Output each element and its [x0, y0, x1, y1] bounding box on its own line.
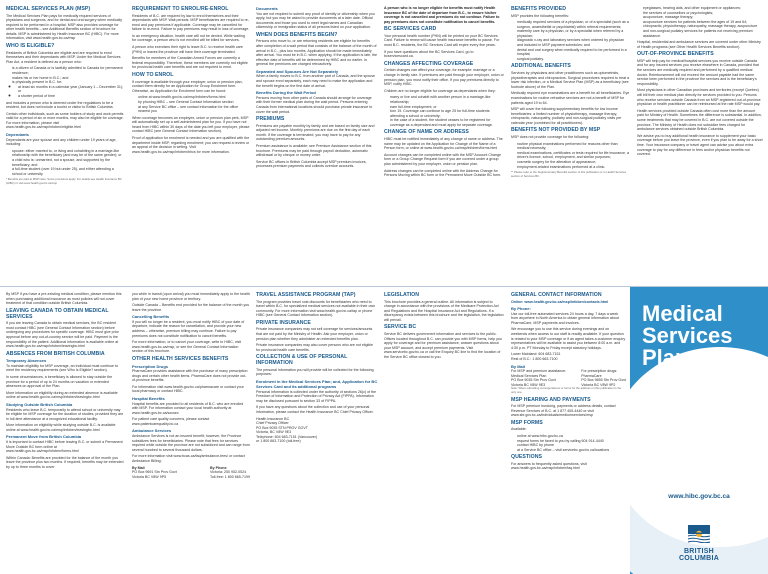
paragraph: Your personal health number (PHN) will be printed on your BC Services Card. Failure to renew will cause health insurance benefits to pause. For most B.C. residents, the BC Services Card will expire every five years.: [384, 33, 500, 48]
ambulance-phone: [210, 466, 250, 480]
top-col-4: [384, 6, 504, 284]
ambulance-mail: [132, 466, 177, 480]
notice-callout: A person who is no longer eligible for benefits must notify Health Insurance BC of the date of departure from B.C., to ensure his/her coverage is not cancelled and premiums do not continue. Failure to pay premiums does not constitute notification to cancel benefits.: [384, 6, 500, 24]
heading-hospital-benefits: Hospital Benefits: [132, 396, 165, 401]
list-item: • routine physical examinations performed for reasons other than medical necessity;: [517, 142, 631, 151]
ambulance-contact: [132, 466, 250, 480]
heading-requirement-to-enrol: REQUIREMENT TO ENROL/RE-ENROL: [132, 6, 229, 12]
list-item: • in the case of a student, the student ceases to be registered for coverage as a dependant and must apply for separate coverage.: [390, 118, 504, 127]
contact-line: Toll-free: 1 800 665-7199: [210, 474, 250, 479]
top-col-2: [132, 6, 250, 284]
list-item: • is physically present in B.C. for:: [12, 80, 124, 85]
list-item: • a full-time student (over 19 but under 25), and either attending a school or university: [12, 167, 124, 176]
heading-service-bc: SERVICE BC: [384, 324, 417, 331]
phone-lower-mainland: Lower Mainland: 604 683-7151: [511, 352, 561, 357]
list-item: • at a Service BC office – visit servicebc.gov.bc.ca/locations: [517, 448, 626, 453]
eligibility-list: [6, 66, 124, 98]
paragraph: Within Canada: Benefits are provided for the balance of the month you leave the province plus two months. If required, benefits may be extended by up to three months to cover: [6, 455, 124, 469]
cover-url[interactable]: www.hibc.gov.bc.ca: [668, 493, 730, 500]
contact-line: Victoria: 250 952-0524: [210, 470, 247, 475]
paragraph: Premium assistance is available; see Premium Assistance section of this brochure. Premiums may be paid through payroll deduction, automatic withdrawal or by cheque or money order.: [256, 143, 372, 158]
paragraph: In some circumstances, a beneficiary is allowed to stay outside the province for a period of up to 24 months on vacation or extended absences on approval of the Plan.: [6, 375, 113, 389]
cover-title: [642, 303, 733, 369]
address-line: For MSP and premium assistance:: [511, 369, 567, 374]
heading-benefits-not-provided: BENEFITS NOT PROVIDED BY MSP: [511, 127, 601, 134]
heading-leaving-canada: LEAVING CANADA TO OBTAIN MEDICAL SERVICES: [6, 307, 109, 320]
paragraph: Available:: [511, 427, 527, 432]
forms-list: [511, 434, 626, 452]
paragraph: MSP does not provide coverage for the following:: [511, 134, 590, 139]
list-item: • online at www.health.gov.bc.ca/msp/infoben/forms.html: [138, 95, 250, 100]
footnote: * Benefits are paid at MSP rates. Some provisions apply. For details see Health Insurance BC (HIBC) or visit www.health.gov.bc.ca/msp: [6, 177, 122, 185]
paragraph: By MSP if you have a pre-existing medical condition, please mention this when purchasing additional insurance as most policies will not cover treatment of that condition outside British Columbia.: [6, 292, 122, 306]
how-to-enrol-list: [132, 95, 250, 113]
paragraph: For answers to frequently asked questions, visit www.health.gov.bc.ca/msp/infoben/faq.html: [511, 461, 587, 471]
paragraph: Persons who move to, or are returning residents are eligible for benefits after completion of a wait period that consists of the balance of the month of arrival in B.C., plus two months. Application should be made immediately after arrival. You must be in B.C. when applying. If the application is late, the effective date of benefits will be determined by HIBC and no earlier. In general the premiums are charged retroactively.: [256, 39, 378, 67]
heading-enrolment-purposes: Enrolment in the Medical Services Plan; and, Application for BC Services Card and its additional programs: [256, 379, 378, 390]
heading-legislation: LEGISLATION: [384, 292, 420, 298]
paragraph: The personal information you will provide will be collected for the following purposes:: [256, 367, 374, 377]
heading-permanent-move: Permanent Move from British Columbia: [6, 434, 82, 440]
heading-benefits-provided: BENEFITS PROVIDED: [511, 6, 567, 12]
paragraph: To maintain eligibility for MSP coverage, an individual must continue to meet the residency requirements (see Who Is Eligible? section).: [6, 363, 118, 373]
heading-questions: QUESTIONS: [511, 454, 543, 461]
cover-title-line: Medical: [642, 301, 723, 326]
paragraph: Premiums are payable monthly by family and are based on family size and adjusted net income. Monthly premiums are due on the first day of each month. If the coverage is terminated, you may have to pay for any outstanding premium amounts.: [256, 123, 375, 142]
paragraph: Certain changes can affect your coverage, for example: marriage or a change in family size. If premiums are paid through your employer, union or pension plan, you must notify their office. If you pay premiums directly to MSP, notify HIBC.: [384, 68, 504, 87]
heading-out-of-province-benefits: OUT-OF-PROVINCE BENEFITS: [637, 51, 714, 58]
address-line: Victoria BC V8W 9E3: [511, 382, 546, 387]
heading-by-mail: By Mail: [511, 363, 526, 369]
list-item: • turn 19. Coverage can continue to age 25 for full-time students attending a school or university;: [390, 109, 504, 118]
heading-travel-assistance: TRAVEL ASSISTANCE PROGRAM (TAP): [256, 292, 356, 298]
paragraph: Services by physicians and other practitioners such as optometrists, physiotherapists and chiropractors. Surgical procedures required to treat a lower risk infection, or a Medical Service Plan (MSP) as a beneficiary (see footnote above) of the Plan.: [511, 70, 630, 89]
eligibility-sublist: [12, 85, 124, 99]
list-item: • by phoning HIBC – see General Contact Information section: [138, 100, 250, 105]
paragraph: Private insurance companies may also cover persons who are not eligible for provincial health care benefits.: [256, 343, 374, 352]
list-item: • at any Service BC office – see contact information for the office nearest you: [138, 105, 250, 114]
paragraph: HIBC must be notified immediately of any change of name or address. The name may be updated on the Application for Change of the Name of a Person form, or online at www.health.gov.bc.ca/msp/infoben/forms.html: [384, 136, 503, 151]
list-item: • is a citizen of Canada or is lawfully admitted to Canada for permanent residence;: [12, 66, 124, 75]
contacts-link[interactable]: Online: www.health.gov.bc.ca/msp/infoben/contacts.html: [511, 299, 609, 304]
bc-logo: [630, 525, 768, 562]
heading-documents: Documents: [256, 6, 278, 11]
list-item: ◦ a shorter period of time: [18, 94, 124, 99]
footnote: ** Please refer to the Supplementary Benefits section of this publication or to Health Services section of Services BC.: [511, 170, 627, 178]
heading-cancelling-benefits: Cancelling Benefits: [132, 314, 170, 320]
list-item: • request forms be faxed to you by calling 604 914-4440: [517, 439, 626, 444]
list-item: • makes his or her home in B.C.; and: [12, 76, 124, 81]
paragraph: Residents of B.C. are required by law to enrol themselves and their dependants with MSP. Wait periods: MSP beneficiaries are required to re-enrol and pay premiums if applicable. Coverage may be cancelled for failure to re-enrol. Failure to pay premiums may result in loss of coverage.: [132, 13, 250, 32]
cover-title-line: Plan: [642, 345, 689, 370]
paragraph: Account changes can be completed online with the MSP Account Change form or a Group Change Request form if you are covered under a group plan administered by your employer, union or pension plan.: [384, 152, 502, 166]
top-col-6: [637, 6, 763, 284]
heading-general-contact: GENERAL CONTACT INFORMATION: [511, 292, 602, 298]
heading-private-insurance: PRIVATE INSURANCE: [256, 319, 311, 326]
paragraph: When coverage becomes an employee, union or pension plan perk, MSP will automatically set up a self-administered plan for you. If you have not heard from HIBC within 30 days of the date you left your employer, please contact HIBC (see General Contact Information section).: [132, 115, 250, 134]
paragraph: A person who exercises their right to leave B.C. to receive health care (PHN) or leaves the province will have their coverage terminated.: [132, 45, 243, 54]
privacy-officer-address: [256, 417, 378, 445]
list-item: • maternity care by a physician, or by a specialist when referred by a physician;: [517, 29, 631, 38]
heading-temporary-absences: Temporary Absences: [6, 358, 47, 364]
paragraph: If coverage is available through your employer, union or pension plan, contact them directly for an Application for Group Enrolment form. Otherwise, an Application for Enrolment form can be found:: [132, 79, 243, 93]
bc-logo-text: BRITISH: [683, 548, 715, 555]
paragraph: Use our toll-free automated services 24 hours a day, 7 days a week from anywhere in North America to obtain general information about PharmaCare, MSP payments and invoices.: [511, 311, 619, 325]
paragraph: For more information, or to cancel your coverage, write to HIBC, visit www.health.gov.bc.ca/msp, or see the General Contact Information section of this brochure.: [132, 340, 242, 354]
top-col-5: [511, 6, 631, 284]
heading-ambulance-services: Ambulance Services: [132, 428, 172, 434]
address-line: or 1 800 663-7100 (toll-free): [256, 439, 301, 444]
paragraph: For information visit www.health.gov.bc.ca/pharmacare or contact your local pharmacy or contact HIBC.: [132, 384, 244, 394]
paragraph: If you are leaving Canada to obtain medical services, the BC resident must contact HIBC (see General Contact Information section) before undergoing any procedures for specific coverage. HIBC must give prior approval before any out-of-country service will be paid. Payment is the responsibility of the patient. Additional information is available online at www.health.gov.bc.ca/msp/infoben/leavingbc.html: [6, 321, 119, 349]
mail-addresses: [511, 369, 626, 387]
heading-absences-from-bc: ABSENCES FROM BRITISH COLUMBIA: [6, 350, 105, 357]
paragraph: If you will no longer be a resident, you must notify HIBC of your date of departure, indicate the reason for cancellation, and provide your new address – otherwise, premium billing may continue. Failure to pay premiums does not constitute notification to cancel benefits.: [132, 319, 245, 338]
address-line: For prescription drugs:: [581, 369, 618, 374]
heading-how-to-enrol: HOW TO ENROL: [132, 72, 174, 79]
paragraph: For more information visit www.bcas.ca/faq/ambulance-fees/ or contact Ambulance Billing:: [132, 454, 245, 463]
heading-dependants: Dependants: [6, 132, 29, 138]
address-line: PO Box 9655 Stn Prov Govt: [581, 378, 626, 383]
list-item: • eyeglasses, hearing aids, and other equipment or appliances;: [643, 6, 763, 11]
list-item: • the services of counsellors or psychologists;: [643, 11, 763, 16]
address-line: Medical Services Plan: [511, 373, 547, 378]
pharmacare-mail-address: [581, 369, 626, 387]
list-item: • medically required services of a physician, or of a specialist (such as a surgeon, anaesthetist or psychiatrist) within referral requirements;: [517, 20, 631, 29]
paragraph: When a family moves to B.C. from another part of Canada, and the spouse and spouse enrol separately, each may need to make the application and the benefit begins on the first date of arrival.: [256, 74, 376, 88]
paragraph: Address changes can be completed online with the Address Change for Persons Moving within BC form or the Permanent Move Outside BC form.: [384, 168, 502, 178]
paragraph: Most physicians in other Canadian provinces and territories (except Quebec) will bill their own medical plan directly for services provided to you. Persons who receive services outside Canada from an MSP-registered out-of-province physician or health practitioner can be reimbursed at the rate MSP would pay.: [637, 88, 761, 107]
heading-additional-benefits: ADDITIONAL BENEFITS: [511, 63, 571, 70]
paragraph: The Medical Services Plan pays for medically required services of physicians and surgeons, and for dental and oral surgery when medically required to be performed in a hospital. MSP also provides coverage for other health benefits – see Additional Benefits section of brochure for details. MSP is administered by Health Insurance BC (HIBC). For more information, visit www.health.gov.bc.ca/msp: [6, 13, 123, 41]
not-covered-continued-list: [637, 6, 763, 38]
paragraph: Service BC delivers government information and services to the public. Offices located throughout B.C. can provide you with MSP forms, help you apply for coverage and for premium assistance, answer questions about your MSP account, and accept premium payments. Visit www.servicebc.gov.bc.ca or call the Enquiry BC line to find the location of the Service BC office closest to you.: [384, 331, 502, 359]
paragraph: If you have questions about the BC Services Card, go to bcservicescard.ca.: [384, 49, 474, 59]
bc-logo-icon: [688, 525, 710, 543]
heading-msp-forms: MSP FORMS: [511, 419, 543, 426]
list-item: • marry or live and cohabit with another person in a marriage-like relationship;: [390, 95, 504, 104]
heading-prescription-drugs: Prescription Drugs: [132, 363, 169, 369]
not-covered-list: [511, 142, 631, 170]
list-item: • online at www.hibc.gov.bc.ca: [517, 434, 626, 439]
list-item: • medical examinations, certificates or tests required for life insurance, a driver's licence, school, employment, and similar purposes;: [517, 151, 631, 160]
list-item: • surgical podiatry.: [517, 57, 631, 62]
msp-mail-address: [511, 369, 566, 387]
paragraph: If you have any questions about the collection and use of your personal information, please contact the Health Insurance BC Chief Privacy Officer.: [256, 405, 374, 414]
paragraph: Dependants are your spouse and any children under 19 years of age, including:: [6, 137, 117, 147]
paragraph: Hospital benefits are provided to all residents of B.C. who are enrolled with MSP. For information contact your local health authority at www.health.gov.bc.ca/socsec: [132, 401, 244, 415]
address-line: Telephone: 604 683-7151 (Vancouver): [256, 434, 318, 439]
paragraph: Outside Canada – Benefits end provided for the balance of the month you leave the province.: [132, 303, 250, 312]
benefits-list: [511, 20, 631, 61]
heading-collection-of-information: COLLECTION & USE OF PERSONAL INFORMATION: [256, 354, 348, 367]
list-item: • spouse: either married to, or living and cohabiting in a marriage-like relationship with the beneficiary (and may be of the same gender); or: [12, 149, 124, 158]
paragraph: We encourage you to use this service during evenings and on weekends when access to our staff is readily available. If your question is related to your MSP coverage or if an agent takes a customer enquiry representatives will be available to assist you between 8:00 a.m. and 4:30 p.m. PT Monday to Friday except statutory holidays.: [511, 327, 626, 350]
list-item: • earn full-time employment; or: [390, 105, 504, 110]
paragraph: Persons moving from other parts of Canada should arrange for coverage with their former medical plan during the wait period. Persons entering Canada from international locations should purchase private insurance to cover the wait period.: [256, 95, 373, 114]
list-item: • contact HIBC by phone: [517, 443, 626, 448]
heading-who-is-eligible: WHO IS ELIGIBLE?: [6, 43, 55, 50]
paragraph: You are not required to submit any proof of identity or citizenship when you apply, but you may be asked to provide documents at a later date. Official documents and those you used to meet legal names and Canadian citizenship or immigration status of all persons listed on your application.: [256, 11, 375, 30]
address-line: Health Insurance BC: [256, 416, 290, 421]
bc-logo-text: COLUMBIA: [678, 555, 720, 562]
paragraph: Residents who leave B.C. temporarily to attend school or university may be eligible for MSP coverage for the duration of studies, provided they are in full-time attendance at a recognized educational facility.: [6, 407, 124, 421]
list-item: • diagnostic x-ray and laboratory services when ordered by physician and included in MSP payment schedules; and: [517, 38, 631, 47]
paragraph: In an emergency situation, health care will not be denied. While waiting for coverage, a person who is not enrolled will be billed for services.: [132, 33, 245, 43]
bottom-col-3: [256, 292, 378, 572]
paragraph: PharmaCare provides assistance with the purchase of many prescription drugs and certain other health items. PharmaCare does not provide out-of-province benefits.: [132, 369, 248, 383]
paragraph: Hospital, residential and ambulance services are covered under other Ministry of Health programs (see Other Health Services Benefits section).: [637, 40, 761, 49]
paragraph: More information on eligibility while studying outside B.C. is available online at www.health.gov.bc.ca/msp/infoben/leavingbc.html: [6, 423, 116, 432]
paragraph: Certain other individuals, such as some holders of study and work permits valid for a period of six or more months, may also be eligible for coverage. For more information, please visit www.health.gov.bc.ca/msp/infoben/eligible.html: [6, 111, 124, 130]
heading-separated-spouses: Separated and Spouses Are Not Separately: [256, 68, 339, 74]
contact-line: Victoria BC V8W 9P5: [132, 474, 167, 479]
cover-panel: [630, 287, 768, 574]
heading-bc-services-card: BC SERVICES CARD: [384, 26, 437, 33]
paragraph: Benefits for members of the Canadian Armed Forces are currently a federal responsibility. Therefore, these members are currently not eligible for provincial health care benefits and are not required to enrol.: [132, 56, 248, 70]
bottom-col-1: [6, 292, 124, 572]
address-line: PO Box 9035 STN PROV GOVT: [256, 425, 308, 430]
bottom-col-4: [384, 292, 504, 572]
heading-studying-outside-bc: Studying Outside British Columbia: [6, 402, 73, 407]
paragraph: We advise you to buy additional health insurance to supplement your basic coverage before you leave the province, even if you plan to be away for a short time. Your insurance company or travel agent can advise you about extra coverage to pay for any difference in fees and/or physician benefits not covered.: [637, 133, 763, 157]
paragraph: you while in transit (upon arrival) you must immediately apply to the health plan of your new home province or territory.: [132, 292, 250, 301]
list-item: • acupuncture services for patients between the ages of 19 and 64;: [643, 20, 763, 25]
heading-premiums: PREMIUMS: [256, 116, 285, 123]
heading-medical-services-plan: MEDICAL SERVICES PLAN (MSP): [6, 6, 91, 12]
paragraph: MSP will help pay for medical/hospital services you receive outside Canada and for any insured services you receive elsewhere in Canada, provided that the services are medically required and performed by a qualified medical doctor. Reimbursement will not exceed the amount payable had the same service been performed in the province the services and is the beneficiary's responsibility.: [637, 58, 759, 86]
heading-by-phone: By Phone:: [511, 306, 531, 312]
list-item: • cosmetic surgery for the alteration of appearance;: [517, 160, 631, 165]
heading-other-health-services: OTHER HEALTH SERVICES BENEFITS: [132, 356, 229, 363]
heading-wait-period: Benefits During the Wait Period: [256, 90, 316, 96]
list-item: ◦ at least six months in a calendar year (January 1 – December 31); or: [18, 85, 124, 94]
top-col-1: [6, 6, 124, 284]
heading-change-of-name-or-address: CHANGE OF NAME OR ADDRESS: [384, 129, 469, 136]
list-item: • acupuncture, massage therapy;: [643, 15, 763, 20]
list-item: • chiropractic, physiotherapy, naturopathy, massage therapy, acupuncture and non-surgical podiatry services for patients not receiving premium assistance.: [643, 24, 763, 38]
paragraph: For MSP premium invoicing, payments or address details, contact Revenue Services of B.C. at 1 877 405-4440 or visit www.sbr.gov.bc.ca/individuals/mediumservices/msp: [511, 404, 616, 418]
top-col-3: [256, 6, 378, 284]
paragraph: Service BC offices in British Columbia accept MSP premium invoices, processes premium payments and collects overdue accounts.: [256, 159, 367, 169]
paragraph: Medically required eye examinations are a benefit for all beneficiaries. Eye examinations for routine refractive services are not a benefit of MSP for patients aged 19 to 64.: [511, 91, 630, 105]
paragraph: Private insurance companies may not sell coverage for services/amounts that are not paid by the Ministry of Health. Ask your employer, union or pension plan whether they administer an extended benefits plan.: [256, 327, 373, 341]
cover-title-line: Services: [642, 323, 733, 348]
paragraph: Health services provided outside Canada often cost more than the amount paid for Ministry of Health. Sometimes the difference is substantial. In addition, some treatments that may be covered in B.C. are not covered outside the province. The Ministry of Health does not subsidize fees charged for ambulance services obtained outside British Columbia.: [637, 108, 762, 132]
cover-swoosh-shape: [630, 347, 768, 547]
paragraph: Residents of British Columbia are eligible and are required to enrol themselves and their dependants with MSP. Under the Medical Services Plan Act, a resident is defined as a person who:: [6, 50, 121, 64]
dependants-list: [6, 149, 124, 177]
paragraph: MSP provides the following benefits:: [511, 13, 569, 18]
list-item: • a child who is: unmarried, not a spouse, and supported by the beneficiary; and: [12, 158, 124, 167]
contact-line: PO Box 9691 Stn Prov Govt: [132, 470, 177, 475]
bottom-col-5: [511, 292, 626, 572]
paragraph: Proof of application for enrolment is needed and you are qualified with the department inside MSP, regarding enrolment; you can request a review or an appeal of the decision in writing. Visit www.health.gov.bc.ca/msp/infoben/bhcs for more information.: [132, 136, 250, 154]
address-line: PO Box 9035 Stn Prov Govt: [511, 378, 556, 383]
heading-changes-affecting-coverage: CHANGES AFFECTING COVERAGE: [384, 60, 474, 67]
paragraph: and includes a person who is deemed under the regulations to be a resident, but does not include a tourist or visitor to British Columbia.: [6, 100, 114, 110]
bottom-col-2: [132, 292, 250, 572]
list-item: • dental and oral surgery when medically required to be performed in a hospital;: [517, 48, 631, 57]
paragraph: More information on eligibility during an extended absence is available online at www.health.gov.bc.ca/msp/infoben/leavingbc.html: [6, 390, 118, 400]
heading-msp-hearing-payments: MSP HEARING AND PAYMENTS: [511, 396, 591, 403]
paragraph: It is important to contact HIBC before leaving B.C. or submit a Permanent Move Outside BC form online at www.health.gov.bc.ca/msp/infoben/forms.html: [6, 439, 123, 454]
paragraph: The program provides travel cost discounts for beneficiaries who need to travel within B.C. for specialized medical services not available in their own community. For more information visit www.health.gov.bc.ca/tap or phone HIBC (see General Contact Information section).: [256, 299, 376, 318]
paragraph: Children are no longer eligible for coverage as dependants when they:: [384, 88, 496, 93]
contact-line: By Mail: [132, 465, 145, 470]
address-line: Victoria, BC V8W 9E3: [256, 430, 292, 435]
phone-rest-of-bc: Rest of B.C.: 1 800 663-7100: [511, 356, 558, 361]
paragraph: For patient care quality concerns, please contact www.patientcarequality.bc.ca: [132, 417, 210, 426]
note: Note: When submitting correspondence or forms for the address on this publication is the only one.: [511, 386, 622, 394]
changes-list: [384, 95, 504, 127]
paragraph: MSP will cover the following supplementary benefits for low income beneficiaries: a limited number of physiotherapy, massage therapy, chiropractic, naturopathy, podiatry and non-surgical podiatry visits per calendar year (combined for all practitioners).: [511, 107, 622, 125]
paragraph: Ambulance Services is not an insured benefit; however, the Province subsidizes fees for beneficiaries. Please note that fees for services required while outside the province are not subsidized and can range from several hundred to several thousand dollars.: [132, 433, 250, 452]
address-line: Victoria BC V8W 9P2: [581, 382, 616, 387]
address-line: Chief Privacy Officer: [256, 421, 289, 426]
list-item: • employment-related examinations performed at a clinic.: [517, 165, 631, 170]
contact-line: By Phone: [210, 465, 227, 470]
paragraph: Personal information is collected under the authority of sections 26(c) of the Freedom of Information and Protection of Privacy Act (FIPPA). Information may be disclosed pursuant to section 33 of FIPPA.: [256, 389, 377, 403]
address-line: PharmaCare: [581, 373, 602, 378]
heading-when-benefits-begin: WHEN DOES BENEFITS BEGIN?: [256, 31, 338, 38]
paragraph: This brochure provides a general outline. All information is subject to change in accordance with the provisions of the Medicare Protection Act and Regulations and the Hospital Insurance Act and Regulations. If a discrepancy exists between this brochure and the legislation, the legislation will prevail.: [384, 299, 504, 322]
